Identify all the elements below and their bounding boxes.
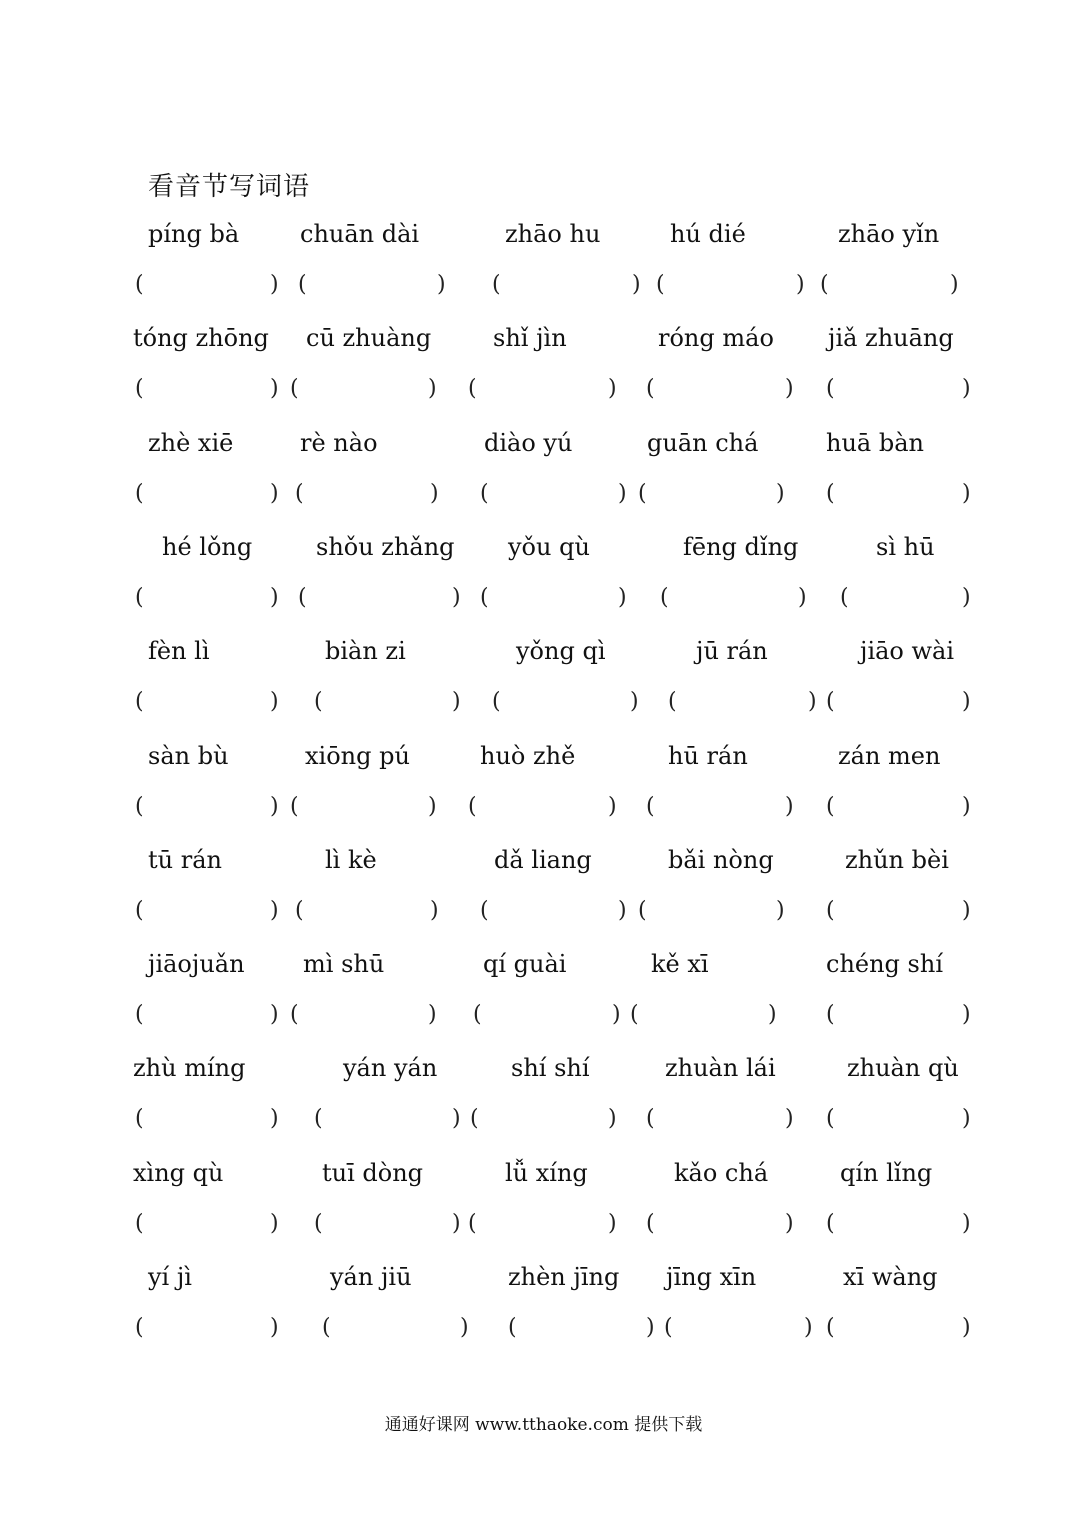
pinyin-word: kě xī bbox=[651, 950, 709, 979]
answer-paren-close: ) bbox=[796, 272, 805, 297]
answer-paren-close: ) bbox=[430, 480, 439, 506]
answer-paren-open: ( bbox=[826, 897, 835, 923]
answer-paren-open: ( bbox=[135, 480, 144, 506]
answer-paren-close: ) bbox=[428, 1002, 437, 1028]
pinyin-word: tuī dòng bbox=[322, 1158, 424, 1187]
answer-paren-close: ) bbox=[608, 793, 617, 819]
pinyin-word: zhǔn bèi bbox=[845, 845, 949, 874]
answer-paren-close: ) bbox=[270, 793, 279, 819]
answer-paren-open: ( bbox=[135, 689, 144, 715]
answer-paren-open: ( bbox=[468, 793, 477, 819]
answer-paren-open: ( bbox=[135, 1002, 144, 1028]
answer-paren-open: ( bbox=[826, 1106, 835, 1132]
pinyin-word: jiāojuǎn bbox=[148, 950, 245, 979]
pinyin-word: fēng dǐng bbox=[683, 532, 799, 561]
pinyin-word: hé lǒng bbox=[162, 532, 253, 561]
answer-paren-close: ) bbox=[608, 1210, 617, 1236]
answer-paren-close: ) bbox=[785, 1106, 794, 1132]
answer-paren-open: ( bbox=[826, 1002, 835, 1028]
answer-paren-close: ) bbox=[618, 584, 627, 610]
pinyin-word: shǒu zhǎng bbox=[316, 532, 455, 561]
pinyin-word: zán men bbox=[838, 741, 941, 770]
answer-paren-close: ) bbox=[270, 1210, 279, 1236]
answer-paren-open: ( bbox=[298, 272, 307, 297]
pinyin-word: shí shí bbox=[511, 1054, 590, 1083]
answer-paren-close: ) bbox=[618, 897, 627, 923]
answer-paren-open: ( bbox=[135, 793, 144, 819]
answer-paren-open: ( bbox=[492, 689, 501, 715]
pinyin-word: yí jì bbox=[148, 1263, 192, 1291]
answer-paren-open: ( bbox=[508, 1315, 517, 1340]
pinyin-word: zhāo yǐn bbox=[838, 220, 940, 248]
answer-paren-close: ) bbox=[270, 897, 279, 923]
pinyin-word: yán yán bbox=[343, 1054, 438, 1083]
answer-paren-close: ) bbox=[776, 480, 785, 506]
pinyin-word: tóng zhōng bbox=[133, 324, 269, 353]
pinyin-word: zhuàn lái bbox=[665, 1054, 776, 1083]
page-title: 看音节写词语 bbox=[148, 172, 311, 202]
answer-paren-close: ) bbox=[962, 480, 971, 506]
answer-paren-open: ( bbox=[135, 376, 144, 402]
answer-paren-open: ( bbox=[135, 1106, 144, 1132]
pinyin-word: yán jiū bbox=[330, 1263, 412, 1291]
answer-paren-open: ( bbox=[826, 689, 835, 715]
answer-paren-open: ( bbox=[314, 1106, 323, 1132]
pinyin-word: lì kè bbox=[325, 845, 377, 874]
answer-paren-open: ( bbox=[826, 1210, 835, 1236]
answer-paren-open: ( bbox=[298, 584, 307, 610]
answer-paren-open: ( bbox=[290, 376, 299, 402]
pinyin-word: xī wàng bbox=[843, 1263, 938, 1291]
answer-paren-close: ) bbox=[776, 897, 785, 923]
pinyin-word: biàn zi bbox=[325, 637, 406, 666]
pinyin-word: zhè xiē bbox=[148, 428, 234, 457]
pinyin-word: dǎ liang bbox=[494, 845, 592, 874]
pinyin-word: chéng shí bbox=[826, 950, 943, 979]
answer-paren-close: ) bbox=[804, 1315, 813, 1340]
pinyin-word: jiāo wài bbox=[860, 637, 955, 666]
answer-paren-open: ( bbox=[630, 1002, 639, 1028]
pinyin-word: guān chá bbox=[647, 428, 759, 457]
answer-paren-close: ) bbox=[270, 1002, 279, 1028]
pinyin-word: cū zhuàng bbox=[306, 324, 432, 353]
pinyin-word: chuān dài bbox=[300, 220, 420, 248]
pinyin-word: zhèn jīng bbox=[508, 1263, 620, 1291]
pinyin-word: yǒu qù bbox=[508, 532, 590, 561]
answer-paren-close: ) bbox=[962, 897, 971, 923]
answer-paren-close: ) bbox=[270, 1315, 279, 1340]
answer-paren-open: ( bbox=[492, 272, 501, 297]
answer-paren-open: ( bbox=[660, 584, 669, 610]
answer-paren-close: ) bbox=[452, 1106, 461, 1132]
answer-paren-close: ) bbox=[798, 584, 807, 610]
pinyin-word: xiōng pú bbox=[305, 741, 410, 770]
answer-paren-close: ) bbox=[437, 272, 446, 297]
answer-paren-open: ( bbox=[135, 584, 144, 610]
answer-paren-close: ) bbox=[768, 1002, 777, 1028]
answer-paren-close: ) bbox=[460, 1315, 469, 1340]
answer-paren-open: ( bbox=[646, 376, 655, 402]
answer-paren-close: ) bbox=[618, 480, 627, 506]
pinyin-word: shǐ jìn bbox=[493, 324, 567, 353]
pinyin-word: sì hū bbox=[876, 532, 935, 561]
pinyin-word: bǎi nòng bbox=[668, 845, 774, 874]
answer-paren-close: ) bbox=[962, 584, 971, 610]
pinyin-word: mì shū bbox=[303, 950, 385, 979]
pinyin-word: diào yú bbox=[484, 428, 573, 457]
pinyin-word: píng bà bbox=[148, 220, 240, 248]
pinyin-word: róng máo bbox=[658, 324, 774, 353]
answer-paren-close: ) bbox=[428, 376, 437, 402]
answer-paren-close: ) bbox=[785, 1210, 794, 1236]
footer-text: 通通好课网 www.tthaoke.com 提供下载 bbox=[384, 1415, 703, 1435]
answer-paren-close: ) bbox=[270, 689, 279, 715]
answer-paren-close: ) bbox=[452, 1210, 461, 1236]
answer-paren-open: ( bbox=[135, 897, 144, 923]
answer-paren-close: ) bbox=[808, 689, 817, 715]
answer-paren-open: ( bbox=[322, 1315, 331, 1340]
answer-paren-open: ( bbox=[826, 376, 835, 402]
answer-paren-close: ) bbox=[632, 272, 641, 297]
pinyin-word: kǎo chá bbox=[674, 1158, 769, 1187]
pinyin-word: zhuàn qù bbox=[847, 1054, 959, 1083]
pinyin-word: jiǎ zhuāng bbox=[828, 324, 954, 353]
pinyin-word: xìng qù bbox=[133, 1158, 224, 1187]
answer-paren-close: ) bbox=[785, 376, 794, 402]
answer-paren-open: ( bbox=[468, 1210, 477, 1236]
answer-paren-open: ( bbox=[290, 1002, 299, 1028]
pinyin-word: rè nào bbox=[300, 428, 378, 457]
answer-paren-close: ) bbox=[452, 584, 461, 610]
answer-paren-close: ) bbox=[630, 689, 639, 715]
pinyin-word: jū rán bbox=[696, 637, 768, 666]
answer-paren-open: ( bbox=[668, 689, 677, 715]
answer-paren-close: ) bbox=[962, 793, 971, 819]
answer-paren-close: ) bbox=[646, 1315, 655, 1340]
answer-paren-close: ) bbox=[962, 1210, 971, 1236]
answer-paren-close: ) bbox=[270, 480, 279, 506]
answer-paren-close: ) bbox=[608, 1106, 617, 1132]
answer-paren-close: ) bbox=[962, 1002, 971, 1028]
pinyin-word: yǒng qì bbox=[516, 637, 606, 666]
pinyin-word: hú dié bbox=[670, 220, 746, 248]
pinyin-word: huā bàn bbox=[826, 428, 924, 457]
answer-paren-open: ( bbox=[480, 897, 489, 923]
pinyin-word: tū rán bbox=[148, 845, 222, 874]
answer-paren-open: ( bbox=[480, 584, 489, 610]
answer-paren-open: ( bbox=[314, 689, 323, 715]
pinyin-word: hū rán bbox=[668, 741, 748, 770]
answer-paren-open: ( bbox=[646, 793, 655, 819]
answer-paren-open: ( bbox=[840, 584, 849, 610]
answer-paren-close: ) bbox=[950, 272, 959, 297]
pinyin-word: sàn bù bbox=[148, 741, 229, 770]
answer-paren-close: ) bbox=[270, 376, 279, 402]
answer-paren-close: ) bbox=[962, 689, 971, 715]
answer-paren-open: ( bbox=[638, 897, 647, 923]
answer-paren-open: ( bbox=[135, 1315, 144, 1340]
answer-paren-open: ( bbox=[135, 1210, 144, 1236]
answer-paren-open: ( bbox=[468, 376, 477, 402]
pinyin-word: qín lǐng bbox=[840, 1158, 933, 1187]
pinyin-word: jīng xīn bbox=[666, 1263, 757, 1291]
answer-paren-close: ) bbox=[962, 1315, 971, 1340]
pinyin-word: qí guài bbox=[483, 950, 567, 979]
answer-paren-close: ) bbox=[270, 584, 279, 610]
answer-paren-close: ) bbox=[270, 1106, 279, 1132]
answer-paren-open: ( bbox=[295, 480, 304, 506]
answer-paren-open: ( bbox=[470, 1106, 479, 1132]
answer-paren-close: ) bbox=[452, 689, 461, 715]
answer-paren-open: ( bbox=[480, 480, 489, 506]
answer-paren-close: ) bbox=[962, 376, 971, 402]
answer-paren-close: ) bbox=[428, 793, 437, 819]
answer-paren-open: ( bbox=[295, 897, 304, 923]
answer-paren-open: ( bbox=[473, 1002, 482, 1028]
answer-paren-close: ) bbox=[612, 1002, 621, 1028]
pinyin-word: huò zhě bbox=[480, 741, 576, 770]
answer-paren-close: ) bbox=[608, 376, 617, 402]
answer-paren-open: ( bbox=[135, 272, 144, 297]
answer-paren-open: ( bbox=[826, 480, 835, 506]
answer-paren-open: ( bbox=[820, 272, 829, 297]
pinyin-word: zhāo hu bbox=[505, 220, 601, 248]
answer-paren-close: ) bbox=[785, 793, 794, 819]
answer-paren-open: ( bbox=[664, 1315, 673, 1340]
pinyin-word: zhù míng bbox=[133, 1054, 246, 1083]
answer-paren-open: ( bbox=[314, 1210, 323, 1236]
answer-paren-close: ) bbox=[430, 897, 439, 923]
pinyin-word: fèn lì bbox=[148, 637, 210, 666]
answer-paren-open: ( bbox=[826, 1315, 835, 1340]
answer-paren-open: ( bbox=[646, 1106, 655, 1132]
answer-paren-open: ( bbox=[646, 1210, 655, 1236]
answer-paren-close: ) bbox=[962, 1106, 971, 1132]
answer-paren-open: ( bbox=[656, 272, 665, 297]
pinyin-word: lǚ xíng bbox=[505, 1158, 588, 1187]
answer-paren-open: ( bbox=[826, 793, 835, 819]
answer-paren-open: ( bbox=[638, 480, 647, 506]
answer-paren-open: ( bbox=[290, 793, 299, 819]
answer-paren-close: ) bbox=[270, 272, 279, 297]
